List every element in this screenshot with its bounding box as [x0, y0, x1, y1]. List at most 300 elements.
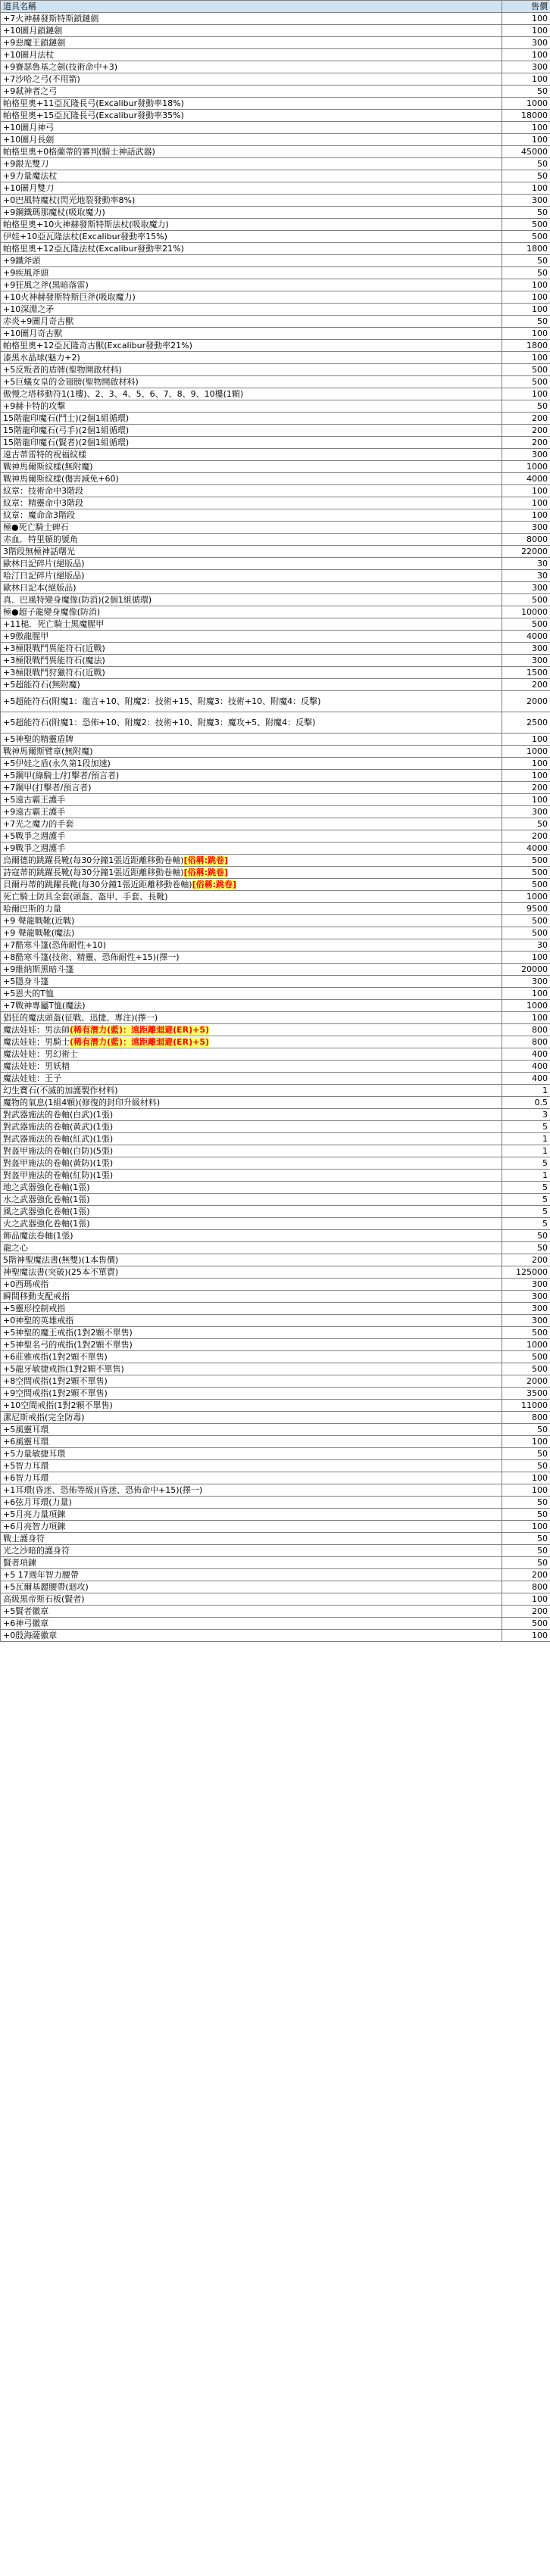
- item-name-cell: [1, 195, 502, 207]
- item-name: 魔物的氣息(1組4顆)(修復的封印升級材料): [3, 1098, 161, 1107]
- item-name: 魔法娃娃：男妖精: [3, 1061, 70, 1071]
- item-name-cell: [1, 618, 502, 631]
- item-name: +6弦月耳環(力量): [3, 1497, 72, 1507]
- table-row: [1, 170, 550, 182]
- table-row: [1, 279, 550, 291]
- item-name-cell: [1, 364, 502, 376]
- table-row: [1, 1497, 550, 1509]
- item-name-cell: [1, 806, 502, 818]
- item-name-cell: [1, 461, 502, 473]
- table-row: [1, 1121, 550, 1133]
- item-name: +5龍牙敏捷戒指(1對2顆不單售): [3, 1364, 124, 1374]
- table-row: [1, 1254, 550, 1266]
- item-name-cell: [1, 1375, 502, 1388]
- item-price: 500: [502, 879, 550, 891]
- item-name: 貝爾丹蒂的跳躍長靴(每30分鐘1張近距離移動卷軸): [3, 880, 192, 889]
- item-name-cell: [1, 952, 502, 964]
- item-price: 1000: [502, 98, 550, 110]
- item-name-cell: [1, 1012, 502, 1024]
- table-row: [1, 376, 550, 388]
- item-price: 500: [502, 867, 550, 879]
- item-name: +5賢者徽章: [3, 1606, 49, 1616]
- item-name-cell: [1, 1230, 502, 1242]
- item-price: 100: [502, 304, 550, 316]
- item-name-cell: [1, 1618, 502, 1630]
- table-row: [1, 806, 550, 818]
- item-name: +9鋼鐵瑪那魔杖(吸取魔力): [3, 207, 105, 217]
- item-name: +9狂風之斧(黑暗落雷): [3, 280, 89, 290]
- table-row: [1, 1036, 550, 1048]
- item-price: 100: [502, 13, 550, 25]
- item-price: 400: [502, 1073, 550, 1085]
- item-price: 50: [502, 316, 550, 328]
- item-name-cell: [1, 1557, 502, 1569]
- table-row: [1, 49, 550, 61]
- column-header-item-name: 道具名稱: [1, 1, 502, 13]
- item-price: 300: [502, 976, 550, 988]
- item-price: 50: [502, 818, 550, 830]
- table-row: [1, 915, 550, 927]
- table-row: [1, 746, 550, 758]
- item-name: 魔法娃娃：男幻術士: [3, 1049, 78, 1059]
- item-price: 400: [502, 1048, 550, 1061]
- item-name: +6神弓徽章: [3, 1618, 49, 1628]
- item-name-cell: [1, 1363, 502, 1375]
- item-name: 對盔甲施法的卷軸(黃防)(1張): [3, 1158, 114, 1168]
- table-row: [1, 734, 550, 746]
- table-row: [1, 712, 550, 734]
- item-name-cell: [1, 49, 502, 61]
- item-name: +9空間戒指(1對2顆不單售): [3, 1388, 108, 1398]
- item-name: +11槌．死亡騎士黑魔腥甲: [3, 619, 105, 629]
- table-row: [1, 364, 550, 376]
- item-name-cell: [1, 867, 502, 879]
- item-price: 50: [502, 1460, 550, 1472]
- item-name: +10圖月鎖鏈劍: [3, 26, 63, 36]
- item-price: 800: [502, 1581, 550, 1593]
- item-name-cell: [1, 1521, 502, 1533]
- table-row: [1, 1291, 550, 1303]
- item-price: 1000: [502, 461, 550, 473]
- table-row: [1, 1230, 550, 1242]
- item-name-cell: [1, 1448, 502, 1460]
- item-price: 500: [502, 376, 550, 388]
- item-name-cell: [1, 304, 502, 316]
- item-price: 300: [502, 643, 550, 655]
- item-name: +6智力耳環: [3, 1473, 49, 1483]
- item-price: 500: [502, 855, 550, 867]
- table-row: [1, 437, 550, 449]
- item-price: 30: [502, 558, 550, 570]
- table-row: [1, 1182, 550, 1194]
- item-price: 50: [502, 1533, 550, 1545]
- item-name: +9力量魔法杖: [3, 171, 58, 181]
- item-name: +5鋼甲(綠騎士/打擊者/預言者): [3, 771, 120, 780]
- table-row: [1, 843, 550, 855]
- item-name: 戰士護身符: [3, 1534, 45, 1543]
- item-price: 20000: [502, 964, 550, 976]
- table-row: [1, 1363, 550, 1375]
- item-price: 9500: [502, 903, 550, 915]
- item-price: 8000: [502, 534, 550, 546]
- item-name-cell: [1, 1266, 502, 1279]
- item-name-cell: [1, 1569, 502, 1581]
- item-name: 帕格里奧+12亞瓦隆法杖(Excalibur發動率21%): [3, 244, 184, 254]
- item-name-cell: [1, 1182, 502, 1194]
- item-name: 傲慢之塔移動符1(1樓)、2、3、4、5、6、7、8、9、10樓(1顆): [3, 389, 244, 399]
- item-name: +9戰爭之週護手: [3, 843, 66, 853]
- item-name: 瞬間移動支配戒指: [3, 1291, 70, 1301]
- item-price: 100: [502, 770, 550, 782]
- item-name-cell: [1, 98, 502, 110]
- table-row: [1, 1606, 550, 1618]
- item-name-cell: [1, 134, 502, 146]
- item-name-cell: [1, 1194, 502, 1206]
- item-price: 30: [502, 939, 550, 952]
- item-price: 500: [502, 1351, 550, 1363]
- table-row: [1, 182, 550, 195]
- item-name-cell: [1, 830, 502, 843]
- table-row: [1, 37, 550, 49]
- table-row: [1, 328, 550, 340]
- item-price: 50: [502, 1497, 550, 1509]
- item-name: +10圖月神弓: [3, 123, 55, 132]
- item-name: +9傲龍腥甲: [3, 631, 49, 641]
- table-row: [1, 134, 550, 146]
- item-name-cell: [1, 1073, 502, 1085]
- item-name: +9 聲龍戰靴(近戰): [3, 916, 75, 926]
- item-price: 500: [502, 364, 550, 376]
- table-row: [1, 1145, 550, 1157]
- item-name: 對武器施法的卷軸(黃武)(1張): [3, 1122, 114, 1132]
- highlight-tag: (稀有潛力(藍)：遠距離迴避(ER)+5): [70, 1037, 210, 1047]
- item-name-cell: [1, 1024, 502, 1036]
- item-name: +7光之魔力的手套: [3, 819, 74, 829]
- item-price: 800: [502, 1412, 550, 1424]
- item-name: 哈汀日記碎片(絕版品): [3, 571, 85, 581]
- item-name: 帕格里奧+0格蘭蒂的審判(騎士神話武器): [3, 147, 155, 157]
- item-name-cell: [1, 291, 502, 304]
- item-price: 50: [502, 267, 550, 279]
- table-row: [1, 400, 550, 413]
- item-price: 100: [502, 1436, 550, 1448]
- table-row: [1, 1400, 550, 1412]
- item-name: 帕格里奧+12亞瓦隆奇古獸(Excalibur發動率21%): [3, 341, 192, 350]
- item-name-cell: [1, 594, 502, 606]
- item-name: +9鐵斧頭: [3, 256, 41, 266]
- item-name: +10圖月長劍: [3, 135, 55, 145]
- table-row: [1, 61, 550, 73]
- item-price: 1800: [502, 243, 550, 255]
- item-name: +9銀光雙刀: [3, 159, 49, 169]
- item-price: 200: [502, 830, 550, 843]
- item-name: +9賽瑟魯基之劍(技術命中+3): [3, 62, 118, 72]
- table-row: [1, 988, 550, 1000]
- item-name-cell: [1, 1242, 502, 1254]
- table-row: [1, 522, 550, 534]
- item-name-cell: [1, 413, 502, 425]
- table-row: [1, 388, 550, 400]
- item-name-cell: [1, 1000, 502, 1012]
- item-name: 歐林日記本(絕版品): [3, 583, 77, 593]
- table-row: [1, 1048, 550, 1061]
- table-body: [1, 13, 550, 1642]
- item-name-cell: [1, 794, 502, 806]
- item-name: +5恩夫的T恤: [3, 989, 54, 998]
- item-price: 100: [502, 794, 550, 806]
- item-name-cell: [1, 1545, 502, 1557]
- item-price: 100: [502, 1472, 550, 1484]
- item-name-cell: [1, 61, 502, 73]
- table-row: [1, 1242, 550, 1254]
- item-name: +10火神赫發斯特斯巨斧(吸取魔力): [3, 292, 136, 302]
- item-price: 100: [502, 291, 550, 304]
- item-name-cell: [1, 522, 502, 534]
- item-name-cell: [1, 1412, 502, 1424]
- item-name-cell: [1, 534, 502, 546]
- table-row: [1, 1557, 550, 1569]
- table-row: [1, 1412, 550, 1424]
- item-price: 100: [502, 328, 550, 340]
- highlight-tag: [俗稱:跳卷]: [183, 867, 229, 877]
- item-name: +9赫卡特的攻擊: [3, 401, 66, 411]
- table-row: [1, 594, 550, 606]
- item-price: 1000: [502, 1339, 550, 1351]
- item-name-cell: [1, 425, 502, 437]
- item-price: 100: [502, 134, 550, 146]
- item-name-cell: [1, 219, 502, 231]
- item-name-cell: [1, 964, 502, 976]
- item-name: +0西瑪戒指: [3, 1279, 49, 1289]
- table-row: [1, 1206, 550, 1218]
- item-price: 100: [502, 279, 550, 291]
- item-price: 200: [502, 1569, 550, 1581]
- item-name-cell: [1, 770, 502, 782]
- item-price: 100: [502, 509, 550, 522]
- table-row: [1, 73, 550, 86]
- table-row: [1, 1484, 550, 1497]
- table-row: [1, 1085, 550, 1097]
- table-row: [1, 631, 550, 643]
- item-price: 800: [502, 1036, 550, 1048]
- item-name-cell: [1, 473, 502, 485]
- item-price: 100: [502, 49, 550, 61]
- item-name: +5戰爭之週護手: [3, 831, 66, 841]
- item-name: 戰神馬爾斯臂章(無附魔): [3, 746, 93, 756]
- item-price: 1: [502, 1133, 550, 1145]
- item-price: 300: [502, 1279, 550, 1291]
- item-price: 300: [502, 61, 550, 73]
- item-price: 2000: [502, 691, 550, 712]
- item-price: 200: [502, 1254, 550, 1266]
- table-row: [1, 1509, 550, 1521]
- item-name-cell: [1, 207, 502, 219]
- table-row: [1, 1545, 550, 1557]
- item-name-cell: [1, 976, 502, 988]
- table-row: [1, 758, 550, 770]
- item-name-cell: [1, 927, 502, 939]
- item-name-cell: [1, 939, 502, 952]
- item-price: 300: [502, 1291, 550, 1303]
- item-price: 2500: [502, 712, 550, 734]
- item-name: +0神聖的英雄戒指: [3, 1316, 74, 1325]
- table-row: [1, 679, 550, 691]
- table-row: [1, 509, 550, 522]
- item-name-cell: [1, 1315, 502, 1327]
- table-row: [1, 207, 550, 219]
- table-row: [1, 13, 550, 25]
- item-name-cell: [1, 231, 502, 243]
- item-name: +8酷寒斗篷(技術、精靈、恐佈耐性+15)(擇一): [3, 952, 180, 962]
- item-name: +9惡魔王鎖鏈劍: [3, 38, 66, 48]
- table-row: [1, 267, 550, 279]
- item-price: 50: [502, 1424, 550, 1436]
- table-row: [1, 964, 550, 976]
- item-name: 火之武器強化卷軸(1張): [3, 1219, 90, 1229]
- item-name: 漆黑水晶球(魅力+2): [3, 353, 80, 363]
- item-name: 哈爾巴斯的力量: [3, 904, 61, 914]
- item-price: 500: [502, 1327, 550, 1339]
- item-name-cell: [1, 1424, 502, 1436]
- item-price: 100: [502, 1484, 550, 1497]
- item-name: +5神聖的魔王戒指(1對2顆不單售): [3, 1328, 133, 1338]
- item-name: +5神聖的精靈盾牌: [3, 734, 74, 744]
- item-name-cell: [1, 255, 502, 267]
- item-price: 22000: [502, 546, 550, 558]
- item-name-cell: [1, 1133, 502, 1145]
- item-name-cell: [1, 25, 502, 37]
- item-price: 500: [502, 219, 550, 231]
- item-price: 500: [502, 1363, 550, 1375]
- item-name-cell: [1, 1606, 502, 1618]
- item-name: 龍之心: [3, 1243, 28, 1253]
- item-name-cell: [1, 1581, 502, 1593]
- item-price: 100: [502, 485, 550, 497]
- item-name-cell: [1, 843, 502, 855]
- table-row: [1, 158, 550, 170]
- table-row: [1, 558, 550, 570]
- item-name-cell: [1, 13, 502, 25]
- item-name-cell: [1, 570, 502, 582]
- item-price: 500: [502, 927, 550, 939]
- table-row: [1, 352, 550, 364]
- table-row: [1, 818, 550, 830]
- item-price: 300: [502, 582, 550, 594]
- table-row: [1, 867, 550, 879]
- item-name: 光之沙暗的護身符: [3, 1546, 70, 1556]
- item-name: +0巴風特魔杖(閃光地裂發動率8%): [3, 195, 136, 205]
- item-name-cell: [1, 855, 502, 867]
- item-price: 200: [502, 679, 550, 691]
- item-name: +6月亮智力項鍊: [3, 1522, 66, 1531]
- table-row: [1, 1170, 550, 1182]
- item-name-cell: [1, 1327, 502, 1339]
- item-name: +9弒神者之弓: [3, 86, 58, 96]
- item-name: 15階龍印魔石(弓手)(2個1組循環): [3, 425, 130, 435]
- item-name: 魔法娃娃：王子: [3, 1073, 61, 1083]
- item-name-cell: [1, 1291, 502, 1303]
- table-row: [1, 1448, 550, 1460]
- item-name-cell: [1, 182, 502, 195]
- item-price: 50: [502, 158, 550, 170]
- table-row: [1, 1630, 550, 1642]
- table-row: [1, 1436, 550, 1448]
- item-price: 5: [502, 1121, 550, 1133]
- table-row: [1, 1133, 550, 1145]
- item-name-cell: [1, 643, 502, 655]
- item-name-cell: [1, 170, 502, 182]
- item-name: 潔尼斯戒指(完全防毒): [3, 1413, 85, 1422]
- table-row: [1, 794, 550, 806]
- item-name-cell: [1, 1400, 502, 1412]
- item-name-cell: [1, 1303, 502, 1315]
- item-name-cell: [1, 1484, 502, 1497]
- item-name: 戰神馬爾斯紋樣(傷害減免+60): [3, 474, 119, 484]
- table-row: [1, 1279, 550, 1291]
- item-price: 300: [502, 1315, 550, 1327]
- table-row: [1, 1024, 550, 1036]
- item-name-cell: [1, 1061, 502, 1073]
- table-row: [1, 952, 550, 964]
- table-row: [1, 304, 550, 316]
- item-name-cell: [1, 903, 502, 915]
- item-price: 400: [502, 1061, 550, 1073]
- item-name-cell: [1, 388, 502, 400]
- item-name: 赤血．特里頓的號角: [3, 534, 78, 544]
- table-row: [1, 219, 550, 231]
- item-name-cell: [1, 1145, 502, 1157]
- column-header-price: 售價: [502, 1, 550, 13]
- item-price: 30: [502, 570, 550, 582]
- item-name: 紋章：魔命命3階段: [3, 510, 75, 520]
- item-price: 100: [502, 1593, 550, 1606]
- item-name-cell: [1, 915, 502, 927]
- item-name-cell: [1, 146, 502, 158]
- item-name: 烏爾德的跳躍長靴(每30分鐘1張近距離移動卷軸): [3, 855, 184, 865]
- item-price: 0.5: [502, 1097, 550, 1109]
- item-price: 11000: [502, 1400, 550, 1412]
- table-row: [1, 655, 550, 667]
- item-price: 300: [502, 195, 550, 207]
- item-name-cell: [1, 37, 502, 49]
- table-row: [1, 691, 550, 712]
- table-row: [1, 1472, 550, 1484]
- item-name-cell: [1, 158, 502, 170]
- item-name-cell: [1, 712, 502, 734]
- item-price: 50: [502, 1242, 550, 1254]
- item-name: +3極限戰鬥異能符石(魔法): [3, 656, 105, 665]
- item-price: 300: [502, 655, 550, 667]
- item-name-cell: [1, 818, 502, 830]
- item-name: +9疾風斧頭: [3, 268, 49, 278]
- item-name: +10圖月奇古獸: [3, 329, 63, 338]
- item-name: +5智力耳環: [3, 1461, 49, 1471]
- table-row: [1, 25, 550, 37]
- item-price: 200: [502, 782, 550, 794]
- item-price: 125000: [502, 1266, 550, 1279]
- item-name: +9 聲龍戰靴(魔法): [3, 928, 75, 938]
- item-name: 伊娃+10亞瓦隆法杖(Excalibur發動率15%): [3, 232, 167, 241]
- item-name: 死亡騎士防具全套(頭盔、盔甲、手套、長靴): [3, 892, 168, 902]
- table-row: [1, 110, 550, 122]
- table-row: [1, 1593, 550, 1606]
- item-name-cell: [1, 691, 502, 712]
- item-price: 100: [502, 1630, 550, 1642]
- table-row: [1, 195, 550, 207]
- item-name-cell: [1, 1472, 502, 1484]
- table-header-row: [1, 1, 550, 13]
- table-row: [1, 903, 550, 915]
